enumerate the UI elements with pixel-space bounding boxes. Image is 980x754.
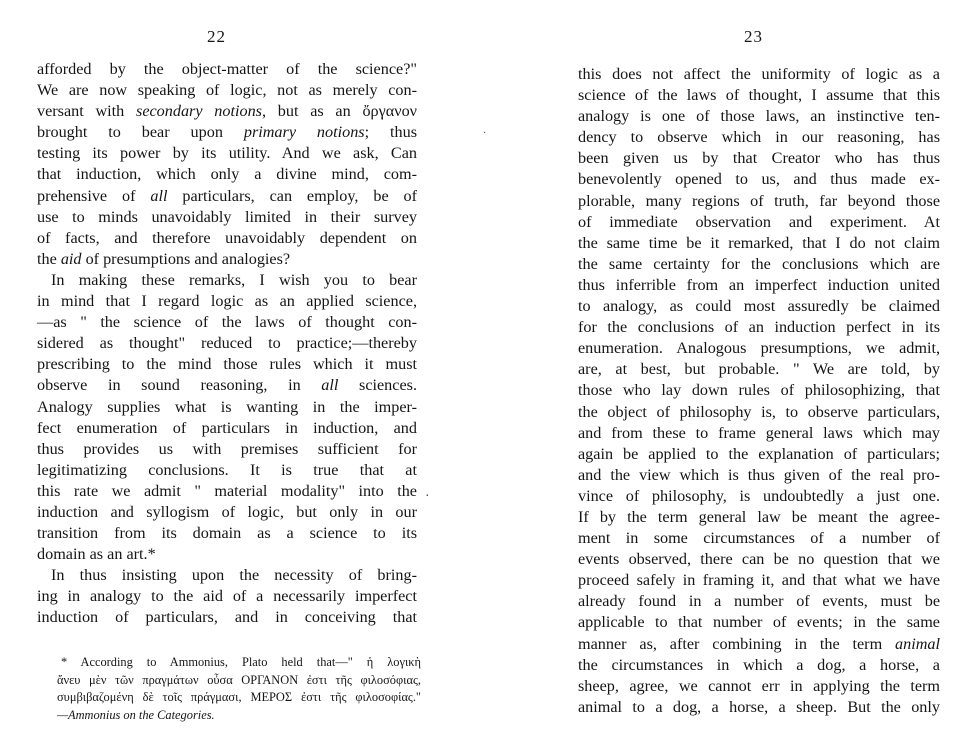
left-page-body bbox=[37, 59, 417, 629]
text-line: sidered as thought" reduced to practice;—thereby bbox=[37, 334, 417, 353]
text-line: the object of philosophy is, to observe particulars, bbox=[578, 402, 940, 421]
text-line: thus inferrible from an imperfect induction united bbox=[578, 275, 940, 294]
text-line: dency to observe which in our reasoning, has bbox=[578, 128, 940, 147]
text-line: are, at best, but probable. " We are told, by bbox=[578, 360, 940, 379]
text-line: proceed safely in framing it, and that what we have bbox=[578, 571, 940, 590]
text-line: of facts, and therefore unavoidably dependent on bbox=[37, 228, 417, 247]
text-line: thus provides us with premises sufficient for bbox=[37, 439, 417, 458]
text-line: use to minds unavoidably limited in their survey bbox=[37, 207, 417, 226]
text-line: plorable, many regions of truth, far beyond those bbox=[578, 191, 940, 210]
text-line: for the conclusions of an induction perfect in its bbox=[578, 318, 940, 337]
text-line: domain as an art.* bbox=[37, 545, 156, 564]
text-line: prescribing to the mind those rules which it must bbox=[37, 355, 417, 374]
text-line: and the view which is thus given of the real pro- bbox=[578, 465, 940, 484]
text-line: induction of particulars, and in conceiving that bbox=[37, 608, 417, 627]
text-line: the circumstances in which a dog, a horse, a bbox=[578, 655, 940, 674]
text-line: fect enumeration of particulars in induction, and bbox=[37, 418, 417, 437]
text-line: brought to bear upon primary notions; thus bbox=[37, 123, 417, 142]
text-line: observe in sound reasoning, in all sciences. bbox=[37, 376, 417, 395]
right-page-number: 23 bbox=[744, 27, 763, 46]
text-line: —as " the science of the laws of thought con- bbox=[37, 313, 417, 332]
text-line: In thus insisting upon the necessity of bring- bbox=[51, 566, 417, 585]
footnote-line: * According to Ammonius, Plato held that—" ἡ λογικὴ bbox=[61, 655, 421, 669]
text-line: events observed, there can be no question that we bbox=[578, 550, 940, 569]
right-page-body bbox=[578, 64, 940, 718]
text-line: analogy is one of those laws, an instinctive ten- bbox=[578, 107, 940, 126]
text-line: applicable to that number of events; in the same bbox=[578, 613, 940, 632]
margin-mark: · bbox=[425, 489, 430, 504]
text-line: induction and syllogism of logic, but only in our bbox=[37, 502, 417, 521]
text-line: We are now speaking of logic, not as merely con- bbox=[37, 81, 417, 100]
text-line: testing its power by its utility. And we ask, Can bbox=[37, 144, 417, 163]
text-line: been given us by that Creator who has thus bbox=[578, 149, 940, 168]
text-line: the aid of presumptions and analogies? bbox=[37, 249, 291, 268]
text-line: animal to a dog, a horse, a sheep. But the only bbox=[578, 697, 940, 716]
text-line: this does not affect the uniformity of logic as a bbox=[578, 65, 940, 83]
text-line: prehensive of all particulars, can employ, be of bbox=[37, 186, 418, 205]
text-line: vince of philosophy, is undoubtedly a just one. bbox=[578, 486, 940, 505]
footnote-line: ἄνευ μὲν τῶν πραγμάτων οὖσα ΟΡΓΑΝΟΝ ἐστι τῆς φιλοσόφιας, bbox=[57, 672, 421, 687]
text-line: Analogy supplies what is wanting in the imper- bbox=[37, 397, 417, 416]
text-line: transition from its domain as a science to its bbox=[37, 524, 417, 543]
text-line: already found in a number of events, must be bbox=[578, 592, 940, 611]
text-line: those who lay down rules of philosophizing, that bbox=[578, 381, 940, 400]
text-line: science of the laws of thought, I assume that this bbox=[578, 86, 940, 105]
text-line: in mind that I regard logic as an applied science, bbox=[37, 292, 417, 311]
text-line: manner as, after combining in the term animal bbox=[578, 634, 940, 653]
text-line: the same time be it remarked, that I do not claim bbox=[578, 233, 940, 252]
text-line: sheep, agree, we cannot err in applying the term bbox=[578, 676, 940, 695]
text-line: the same certainty for the conclusions which are bbox=[578, 254, 940, 273]
right-page bbox=[490, 0, 980, 754]
text-line: this rate we admit " material modality" into the bbox=[37, 481, 417, 500]
text-line: afforded by the object-matter of the science?" bbox=[37, 60, 417, 78]
text-line: of immediate observation and experiment. At bbox=[578, 212, 940, 231]
text-line: ment in some circumstances of a number of bbox=[578, 529, 940, 548]
footnote-line: συμβιβαζομένη δὲ τοῖς πράγμασι, ΜΕΡΟΣ ἐστι τῆς φιλοσοφίας." bbox=[57, 690, 421, 705]
text-line: In making these remarks, I wish you to bear bbox=[51, 270, 417, 289]
footnote-source: —Ammonius on the Categories. bbox=[57, 707, 215, 722]
text-line: benevolently opened to us, and thus made ex- bbox=[578, 170, 940, 189]
footnote bbox=[57, 654, 421, 724]
text-line: legitimatizing conclusions. It is true that at bbox=[37, 460, 417, 479]
text-line: ing in analogy to the aid of a necessarily imperfect bbox=[37, 587, 417, 606]
text-line: to analogy, as could most assuredly be claimed bbox=[578, 297, 940, 316]
text-line: versant with secondary notions, but as an ὄργανον bbox=[37, 102, 417, 121]
text-line: If by the term general law be meant the agree- bbox=[578, 507, 940, 526]
text-line: that induction, which only a divine mind, com- bbox=[37, 165, 417, 184]
text-line: enumeration. Analogous presumptions, we admit, bbox=[578, 339, 940, 358]
text-line: again be applied to the explanation of particulars; bbox=[578, 444, 940, 463]
text-line: and from these to frame general laws which may bbox=[578, 423, 940, 442]
left-page-number: 22 bbox=[207, 27, 226, 46]
gutter-mark: · bbox=[483, 128, 487, 139]
